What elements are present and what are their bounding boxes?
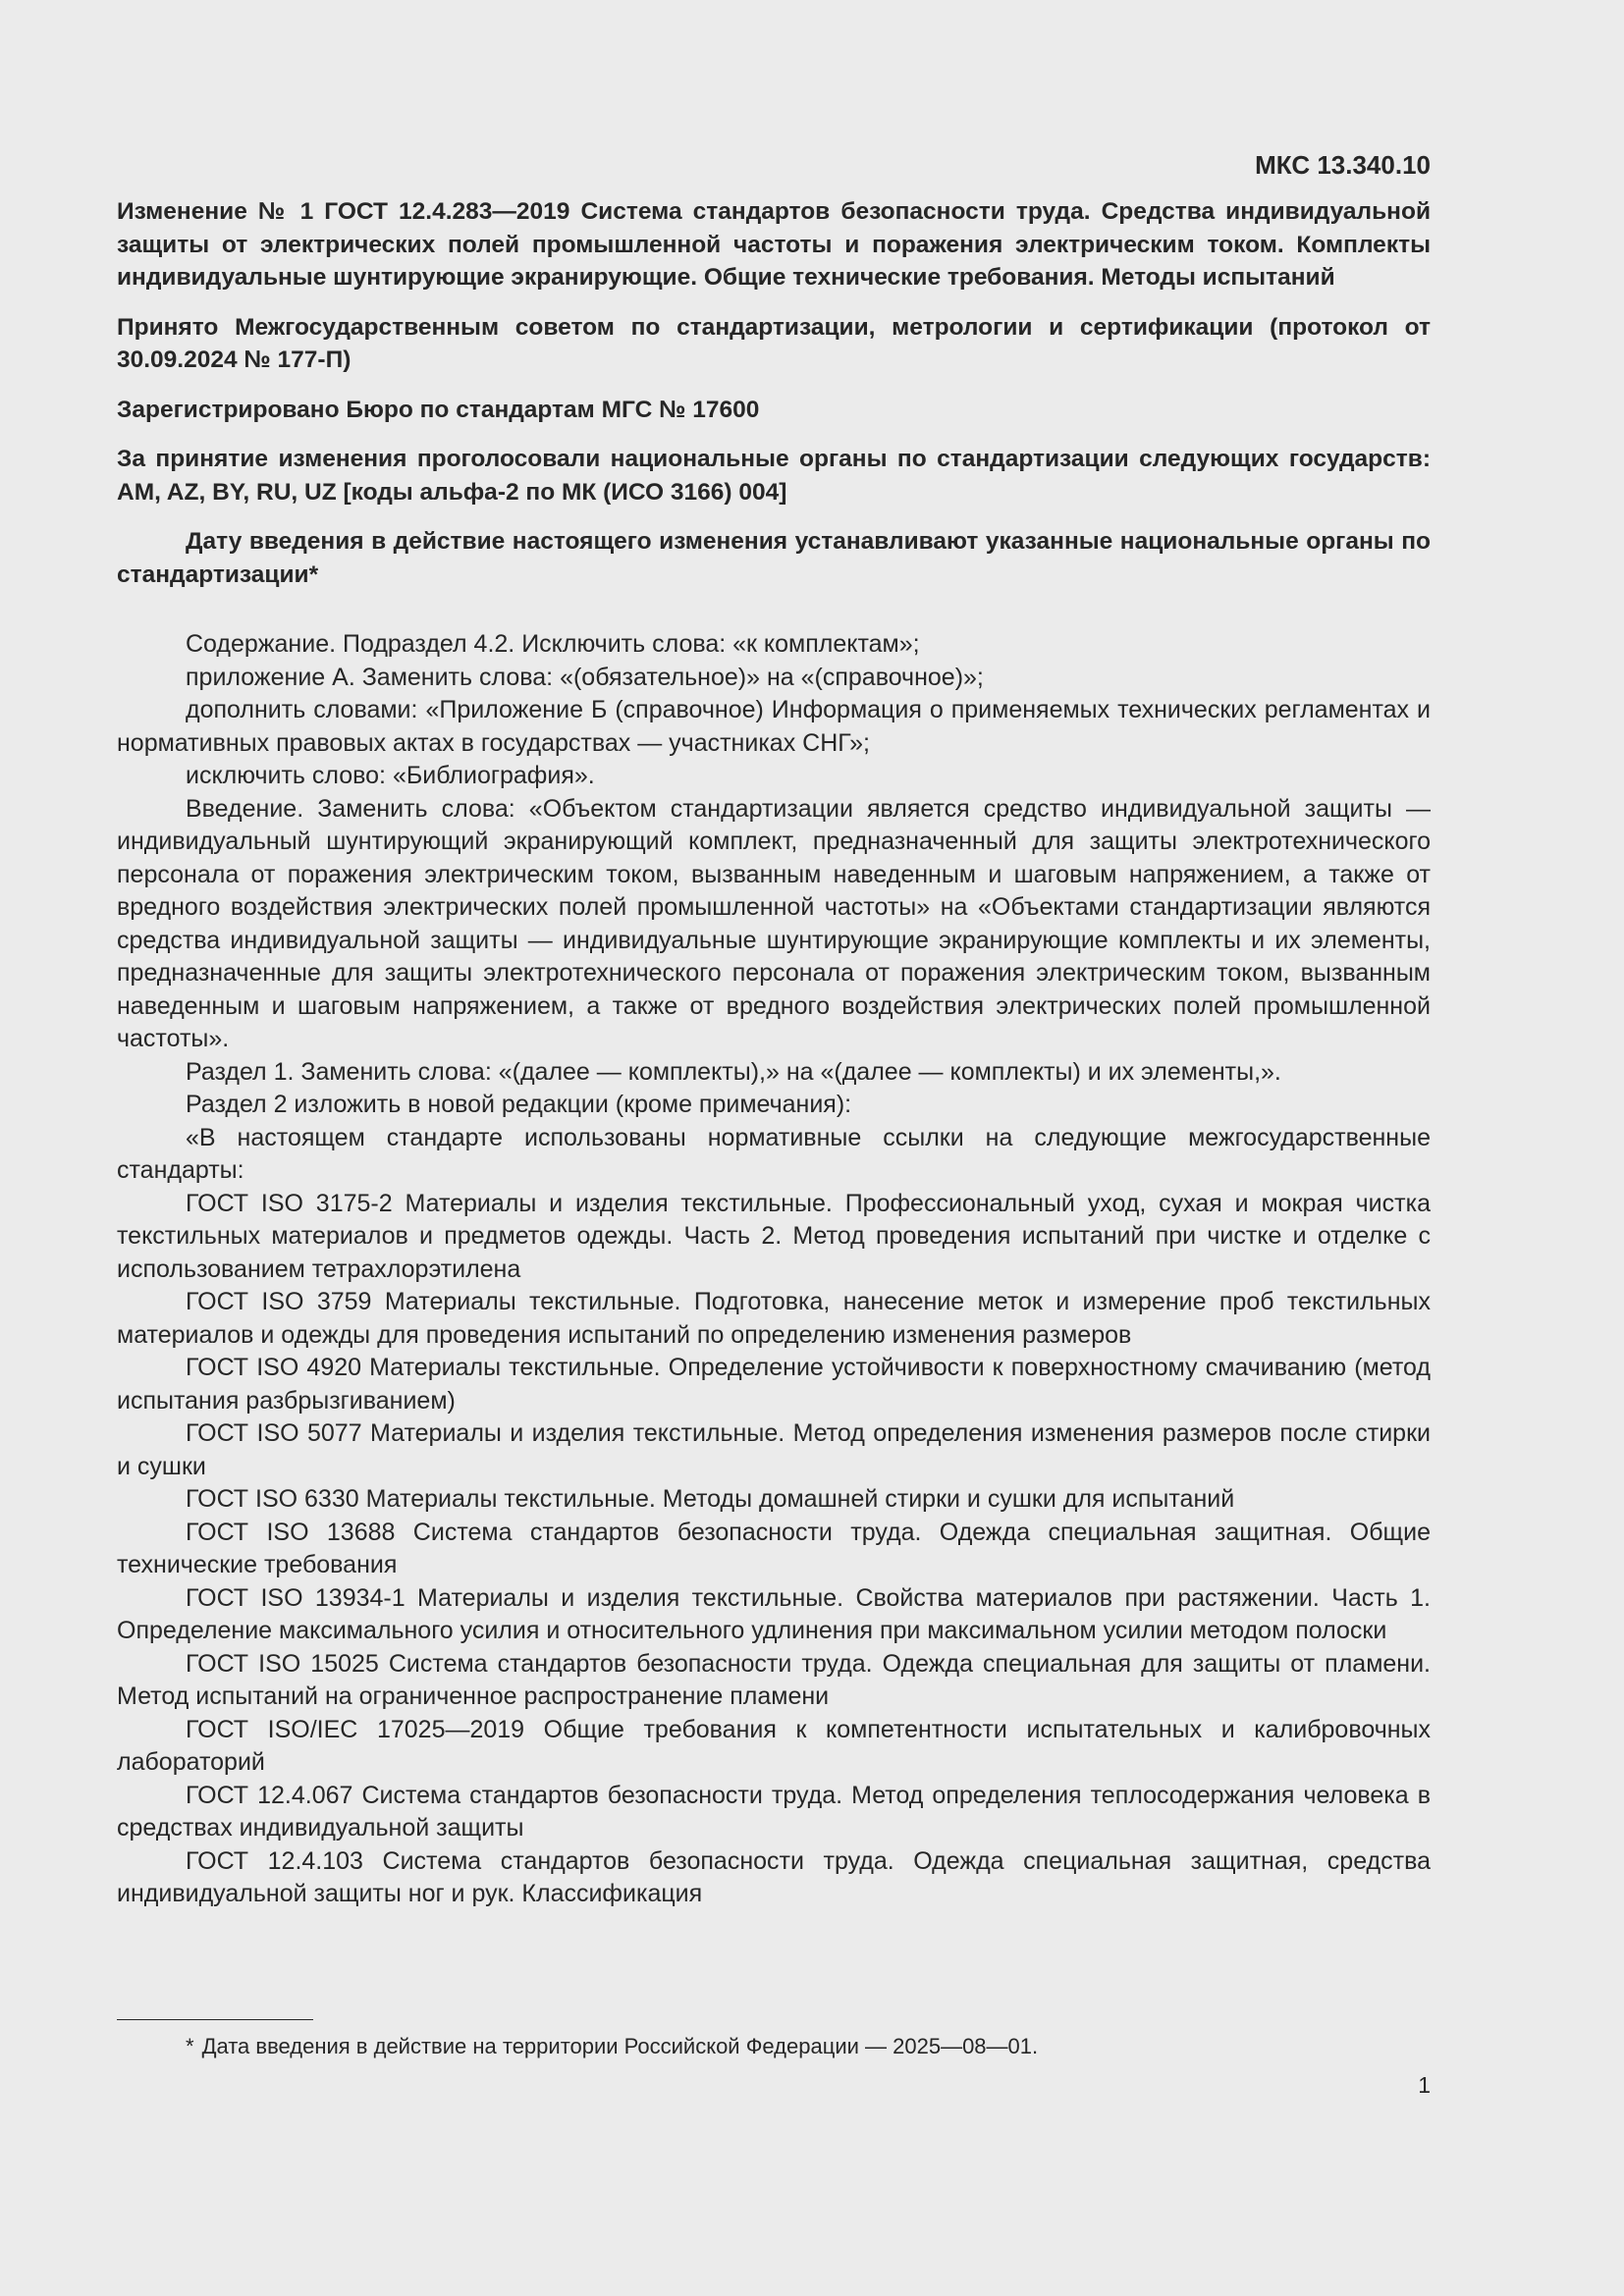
- document-page: [117, 142, 1431, 1911]
- reference-item: ГОСТ ISO 4920 Материалы текстильные. Определение устойчивости к поверхностному смачиванию (метод испытания разбрызгиванием): [117, 1354, 1431, 1415]
- body-paragraph: Раздел 2 изложить в новой редакции (кроме примечания):: [186, 1091, 852, 1118]
- registration-statement: Зарегистрировано Бюро по стандартам МГС № 17600: [117, 396, 760, 423]
- body-paragraph: Раздел 1. Заменить слова: «(далее — комплекты),» на «(далее — комплекты) и их элементы,».: [186, 1057, 1281, 1086]
- reference-item: ГОСТ ISO 3759 Материалы текстильные. Подготовка, нанесение меток и измерение проб текстильных материалов и одежды для проведения испытаний по определению изменения размеров: [117, 1288, 1431, 1349]
- reference-item: ГОСТ ISO/IEC 17025—2019 Общие требования к компетентности испытательных и калибровочных лабораторий: [117, 1715, 1431, 1776]
- page-number: 1: [1418, 2072, 1431, 2098]
- adopted-statement: Принято Межгосударственным советом по стандартизации, метрологии и сертификации (протокол от 30.09.2024 № 177-П): [117, 313, 1431, 373]
- reference-item: ГОСТ ISO 6330 Материалы текстильные. Методы домашней стирки и сушки для испытаний: [186, 1485, 1235, 1513]
- footnote-marker: *: [186, 2034, 194, 2058]
- body-paragraph: «В настоящем стандарте использованы нормативные ссылки на следующие межгосударственные стандарты:: [117, 1123, 1431, 1184]
- effective-date-statement: Дату введения в действие настоящего изменения устанавливают указанные национальные органы по стандартизации*: [117, 528, 1431, 588]
- footnote-text: Дата введения в действие на территории Российской Федерации — 2025—08—01.: [201, 2034, 1039, 2058]
- body-paragraph: дополнить словами: «Приложение Б (справочное) Информация о применяемых технических регламентах и нормативных правовых актах в государствах — участниках СНГ»;: [117, 696, 1431, 757]
- reference-item: ГОСТ ISO 13934-1 Материалы и изделия текстильные. Свойства материалов при растяжении. Часть 1. Определение максимального усилия и относительного удлинения при максимальном усилии методом полоски: [117, 1583, 1431, 1644]
- classification-code: МКС 13.340.10: [1255, 150, 1431, 180]
- reference-item: ГОСТ ISO 3175-2 Материалы и изделия текстильные. Профессиональный уход, сухая и мокрая чистка текстильных материалов и предметов одежды. Часть 2. Метод проведения испытаний при чистке и отделке с использованием тетрахлорэтилена: [117, 1189, 1431, 1283]
- reference-item: ГОСТ 12.4.103 Система стандартов безопасности труда. Одежда специальная защитная, средства индивидуальной защиты ног и рук. Классификация: [117, 1846, 1431, 1907]
- reference-item: ГОСТ ISO 5077 Материалы и изделия текстильные. Метод определения изменения размеров после стирки и сушки: [117, 1419, 1431, 1480]
- amendment-body: [117, 628, 1431, 1911]
- body-paragraph: Введение. Заменить слова: «Объектом стандартизации является средство индивидуальной защиты — индивидуальный шунтирующий экранирующий комплект, предназначенный для защиты электротехнического персонала от поражения электрическим током, вызванным наведенным и шаговым напряжением, а также от вредного воздействия электрических полей промышленной частоты» на «Объектами стандартизации являются средства индивидуальной защиты — индивидуальные шунтирующие экранирующие комплекты и их элементы, предназначенные для защиты электротехнического персонала от поражения электрическим током, вызванным наведенным и шаговым напряжением, а также от вредного воздействия электрических полей промышленной частоты».: [117, 794, 1431, 1052]
- amendment-title: Изменение № 1 ГОСТ 12.4.283—2019 Система стандартов безопасности труда. Средства индивидуальной защиты от электрических полей промышленной частоты и поражения электрическим током. Комплекты индивидуальные шунтирующие экранирующие. Общие технические требования. Методы испытаний: [117, 198, 1431, 291]
- footnote-separator: [117, 2019, 313, 2020]
- body-paragraph: приложение А. Заменить слова: «(обязательное)» на «(справочное)»;: [186, 663, 984, 691]
- voting-statement: За принятие изменения проголосовали национальные органы по стандартизации следующих государств: AM, AZ, BY, RU, UZ [коды альфа-2 по МК (ИСО 3166) 004]: [117, 446, 1431, 506]
- reference-item: ГОСТ 12.4.067 Система стандартов безопасности труда. Метод определения теплосодержания человека в средствах индивидуальной защиты: [117, 1781, 1431, 1842]
- reference-item: ГОСТ ISO 13688 Система стандартов безопасности труда. Одежда специальная защитная. Общие технические требования: [117, 1518, 1431, 1578]
- body-paragraph: исключить слово: «Библиография».: [186, 762, 595, 789]
- reference-item: ГОСТ ISO 15025 Система стандартов безопасности труда. Одежда специальная для защиты от пламени. Метод испытаний на ограниченное распространение пламени: [117, 1649, 1431, 1710]
- footnote: [186, 2032, 1038, 2061]
- body-paragraph: Содержание. Подраздел 4.2. Исключить слова: «к комплектам»;: [186, 630, 920, 658]
